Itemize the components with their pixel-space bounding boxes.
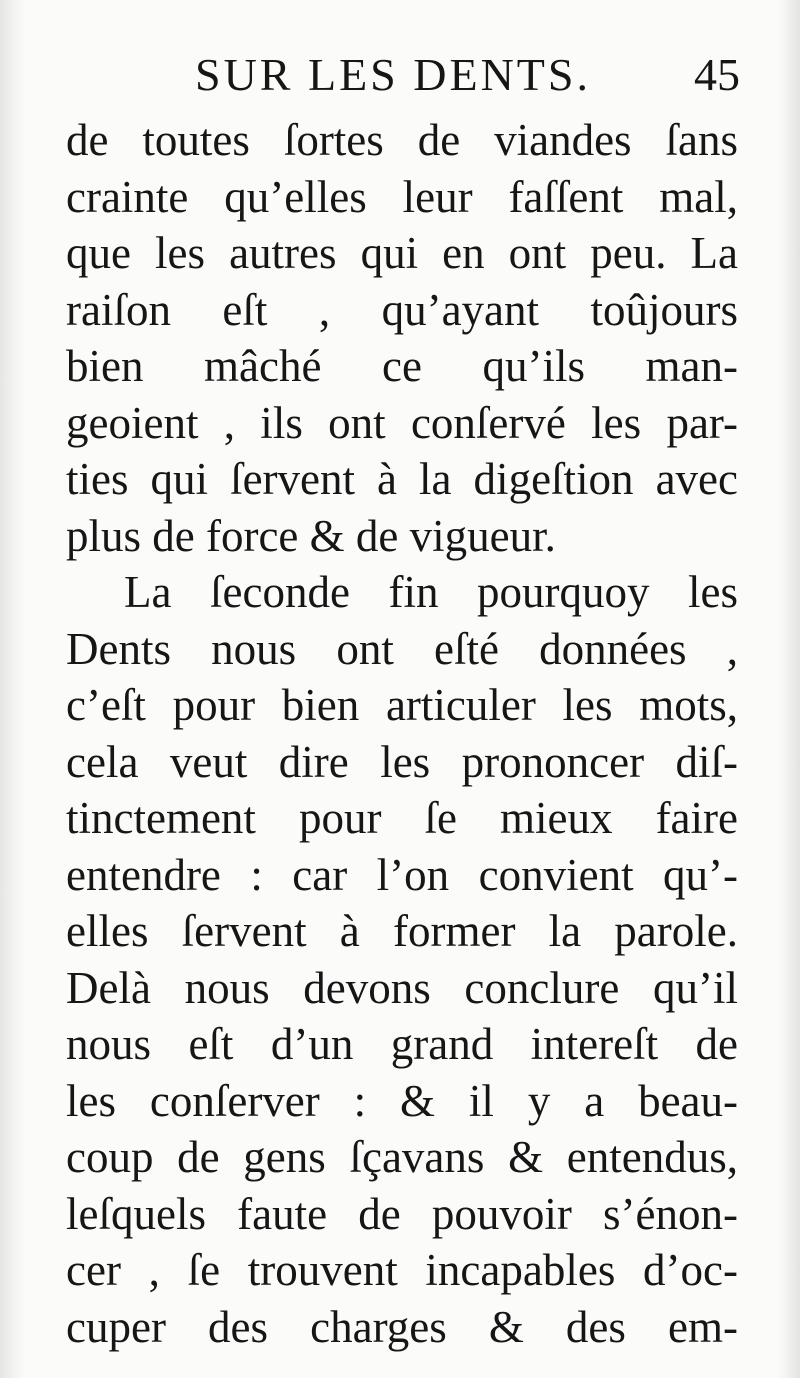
body-text: [66, 112, 738, 1355]
text-line: les conſerver : & il y a beau-: [66, 1075, 738, 1126]
text-line: coup de gens ſçavans & entendus,: [66, 1132, 738, 1182]
page-edge-right: [778, 0, 800, 1378]
page-number: 45: [694, 49, 740, 100]
text-line: leſquels faute de pouvoir s’énon-: [66, 1188, 738, 1239]
text-line: Delà nous devons conclure qu’il: [66, 962, 738, 1013]
paragraph-end-line: plus de force & de vigueur.: [66, 510, 556, 561]
text-line: que les autres qui en ont peu. La: [66, 228, 738, 278]
text-line: elles ſervent à former la parole.: [66, 906, 738, 956]
text-line: cuper des charges & des em-: [66, 1301, 738, 1352]
paragraph-start-line: La ſeconde fin pourquoy les: [124, 567, 738, 617]
text-line: c’eſt pour bien articuler les mots,: [66, 680, 738, 730]
page-edge-left: [0, 0, 26, 1378]
text-line: cer , ſe trouvent incapables d’oc-: [66, 1245, 738, 1295]
text-line: raiſon eſt , qu’ayant toûjours: [66, 284, 738, 335]
text-line: cela veut dire les prononcer diſ-: [66, 736, 738, 787]
text-line: crainte qu’elles leur faſſent mal,: [66, 171, 738, 222]
text-line: bien mâché ce qu’ils man-: [66, 341, 738, 391]
text-line: de toutes ſortes de viandes ſans: [66, 115, 738, 165]
text-line: entendre : car l’on convient qu’-: [66, 849, 738, 900]
text-line: Dents nous ont eſté données ,: [66, 623, 738, 674]
text-line: geoient , ils ont conſervé les par-: [66, 397, 738, 448]
running-head: SUR LES DENTS.: [195, 49, 591, 100]
text-line: nous eſt d’un grand intereſt de: [66, 1019, 738, 1069]
text-line: tinctement pour ſe mieux faire: [66, 793, 738, 843]
text-line: ties qui ſervent à la digeſtion avec: [66, 454, 738, 504]
page-header: [195, 40, 740, 110]
